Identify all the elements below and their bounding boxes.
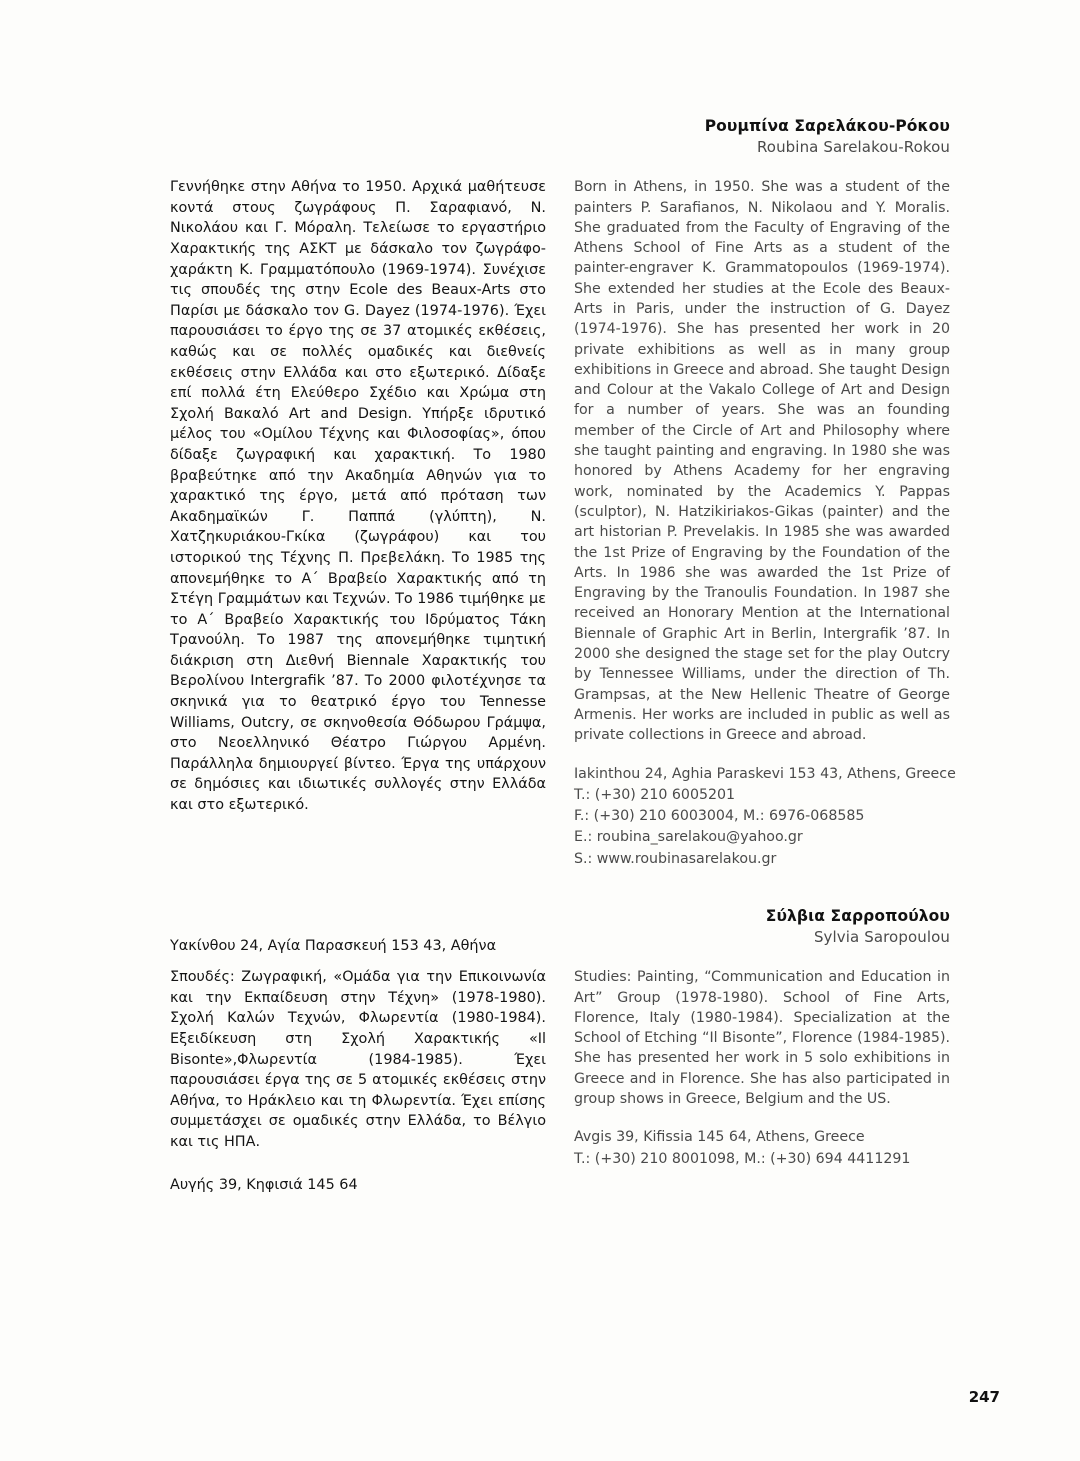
bio-text-greek: Σπουδές: Ζωγραφική, «Ομάδα για την Επικοινωνία και την Εκπαίδευση στην Τέχνη» (1978-1980). Σχολή Καλών Τεχνών, Φλωρεντία (1980-1984). Εξειδίκευση στη Σχολή Χαρακτικής «Il Bisonte»,Φλωρεντία (1984-1985). Έχει παρουσιάσει έργα της σε 5 ατομικές εκθέσεις στην Αθήνα, το Ηράκλειο και τη Φλωρεντία. Έχει επίσης συμμετάσχει σε ομαδικές στην Ελλάδα, το Βέλγιο και τις ΗΠΑ. [170, 969, 546, 1150]
contact-block-english [574, 764, 956, 870]
artist-name-english: Sylvia Saropoulou [813, 928, 950, 947]
contact-fax-mobile: F.: (+30) 210 6003004, M.: 6976-068585 [574, 808, 865, 825]
page-number: 247 [968, 1388, 1000, 1406]
artist-name-greek: Σύλβια Σαρροπούλου [765, 907, 950, 925]
artist-name-greek: Ρουμπίνα Σαρελάκου-Ρόκου [704, 117, 950, 135]
contact-telephone: T.: (+30) 210 8001098, M.: (+30) 694 4411291 [574, 1150, 911, 1167]
contact-telephone: T.: (+30) 210 6005201 [574, 786, 736, 803]
bio-columns [170, 177, 956, 957]
artist-name-block [170, 115, 950, 159]
contact-block-english [574, 1127, 950, 1170]
bio-column-greek [170, 967, 546, 1196]
address-greek: Αυγής 39, Κηφισιά 145 64 [170, 1176, 358, 1193]
artist-entry [170, 115, 956, 957]
artist-name-block [170, 905, 950, 949]
address-greek: Υακίνθου 24, Αγία Παρασκευή 153 43, Αθήνα [170, 937, 497, 954]
bio-column-english [574, 177, 956, 870]
bio-text-english: Born in Athens, in 1950. She was a student of the painters P. Sarafianos, N. Nikolaou and Y. Moralis. She graduated from the Faculty of Engraving of the Athens School of Fine Arts as a student of the painter-engraver K. Grammatopoulos (1969-1974). She extended her studies at the Ecole des Beaux-Arts in Paris, under the instruction of G. Dayez (1974-1976). She has presented her work in 20 private exhibitions as well as in many group exhibitions in Greece and abroad. She taught Design and Colour at the Vakalo College of Art and Design for a number of years. She was an founding member of the Circle of Art and Philosophy where she taught painting and engraving. In 1980 she was honored by Athens Academy for her engraving work, nominated by the Academics Y. Pappas (sculptor), N. Hatzikiriakos-Gikas (painter) and the art historian P. Prevelakis. In 1985 she was awarded the 1st Prize of Engraving by the Foundation of the Arts. In 1986 she was awarded the 1st Prize of Engraving by the Tranoulis Foundation. In 1987 she received an Honorary Mention at the International Biennale of Graphic Art in Berlin, Intergrafik ’87. In 2000 she designed the stage set for the play Outcry by Tennessee Williams, under the direction of Th. Grampsas, at the New Hellenic Theatre of George Armenis. Her works are included in public as well as private collections in Greece and abroad. [574, 179, 950, 744]
artist-entry [170, 905, 950, 1196]
bio-text-greek: Γεννήθηκε στην Αθήνα το 1950. Αρχικά μαθήτευσε κοντά στους ζωγράφους Π. Σαραφιανό, Ν. Νικολάου και Γ. Μόραλη. Τελείωσε το εργαστήριο Χαρακτικής της ΑΣΚΤ με δάσκαλο τον ζωγράφο-χαράκτη Κ. Γραμματόπουλο (1969-1974). Συνέχισε τις σπουδές της στην Ecole des Beaux-Arts στο Παρίσι με δάσκαλο τον G. Dayez (1974-1976). Έχει παρουσιάσει το έργο της σε 37 ατομικές εκθέσεις, καθώς και σε πολλές ομαδικές και διεθνείς εκθέσεις στην Ελλάδα και στο εξωτερικό. Δίδαξε επί πολλά έτη Ελεύθερο Σχέδιο και Χρώμα στη Σχολή Βακαλό Art and Design. Υπήρξε ιδρυτικό μέλος του «Ομίλου Τέχνης και Φιλοσοφίας», όπου δίδαξε ζωγραφική και χαρακτική. Το 1980 βραβεύτηκε από την Ακαδημία Αθηνών για το χαρακτικό της έργο, μετά από πρόταση των Ακαδημαϊκών Γ. Παππά (γλύπτη), Ν. Χατζηκυριάκου-Γκίκα (ζωγράφου) και του ιστορικού της Τέχνης Π. Πρεβελάκη. Το 1985 της απονεμήθηκε το Α΄ Βραβείο Χαρακτικής από τη Στέγη Γραμμάτων και Τεχνών. Το 1986 τιμήθηκε με το Α΄ Βραβείο Χαρακτικής του Ιδρύματος Τάκη Τρανούλη. Το 1987 της απονεμήθηκε τιμητική διάκριση στη Διεθνή Biennale Χαρακτικής του Βερολίνου Intergrafik ’87. Το 2000 φιλοτέχνησε τα σκηνικά για το θεατρικό έργο του Tennesse Williams, Outcry, σε σκηνοθεσία Θόδωρου Γράμψα, στο Νεοελληνικό Θέατρο Γιώργου Αρμένη. Παράλληλα δημιουργεί βίντεο. Έργα της υπάρχουν σε δημόσιες και ιδιωτικές συλλογές στην Ελλάδα και στο εξωτερικό. [170, 179, 546, 814]
bio-text-english: Studies: Painting, “Communication and Education in Art” Group (1978-1980). School of Fine Arts, Florence, Italy (1980-1984). Specialization at the School of Etching “Il Bisonte”, Florence (1984-1985). She has presented her work in 5 solo exhibitions in Greece and in Florence. She has also participated in group shows in Greece, Belgium and the US. [574, 969, 950, 1107]
contact-address: Iakinthou 24, Aghia Paraskevi 153 43, Athens, Greece [574, 765, 956, 782]
bio-columns [170, 967, 950, 1196]
bio-column-greek [170, 177, 546, 957]
bio-column-english [574, 967, 950, 1170]
contact-website: S.: www.roubinasarelakou.gr [574, 850, 777, 867]
artist-name-english: Roubina Sarelakou-Rokou [756, 138, 950, 157]
contact-email: E.: roubina_sarelakou@yahoo.gr [574, 829, 803, 846]
contact-address: Avgis 39, Kifissia 145 64, Athens, Greece [574, 1129, 865, 1146]
